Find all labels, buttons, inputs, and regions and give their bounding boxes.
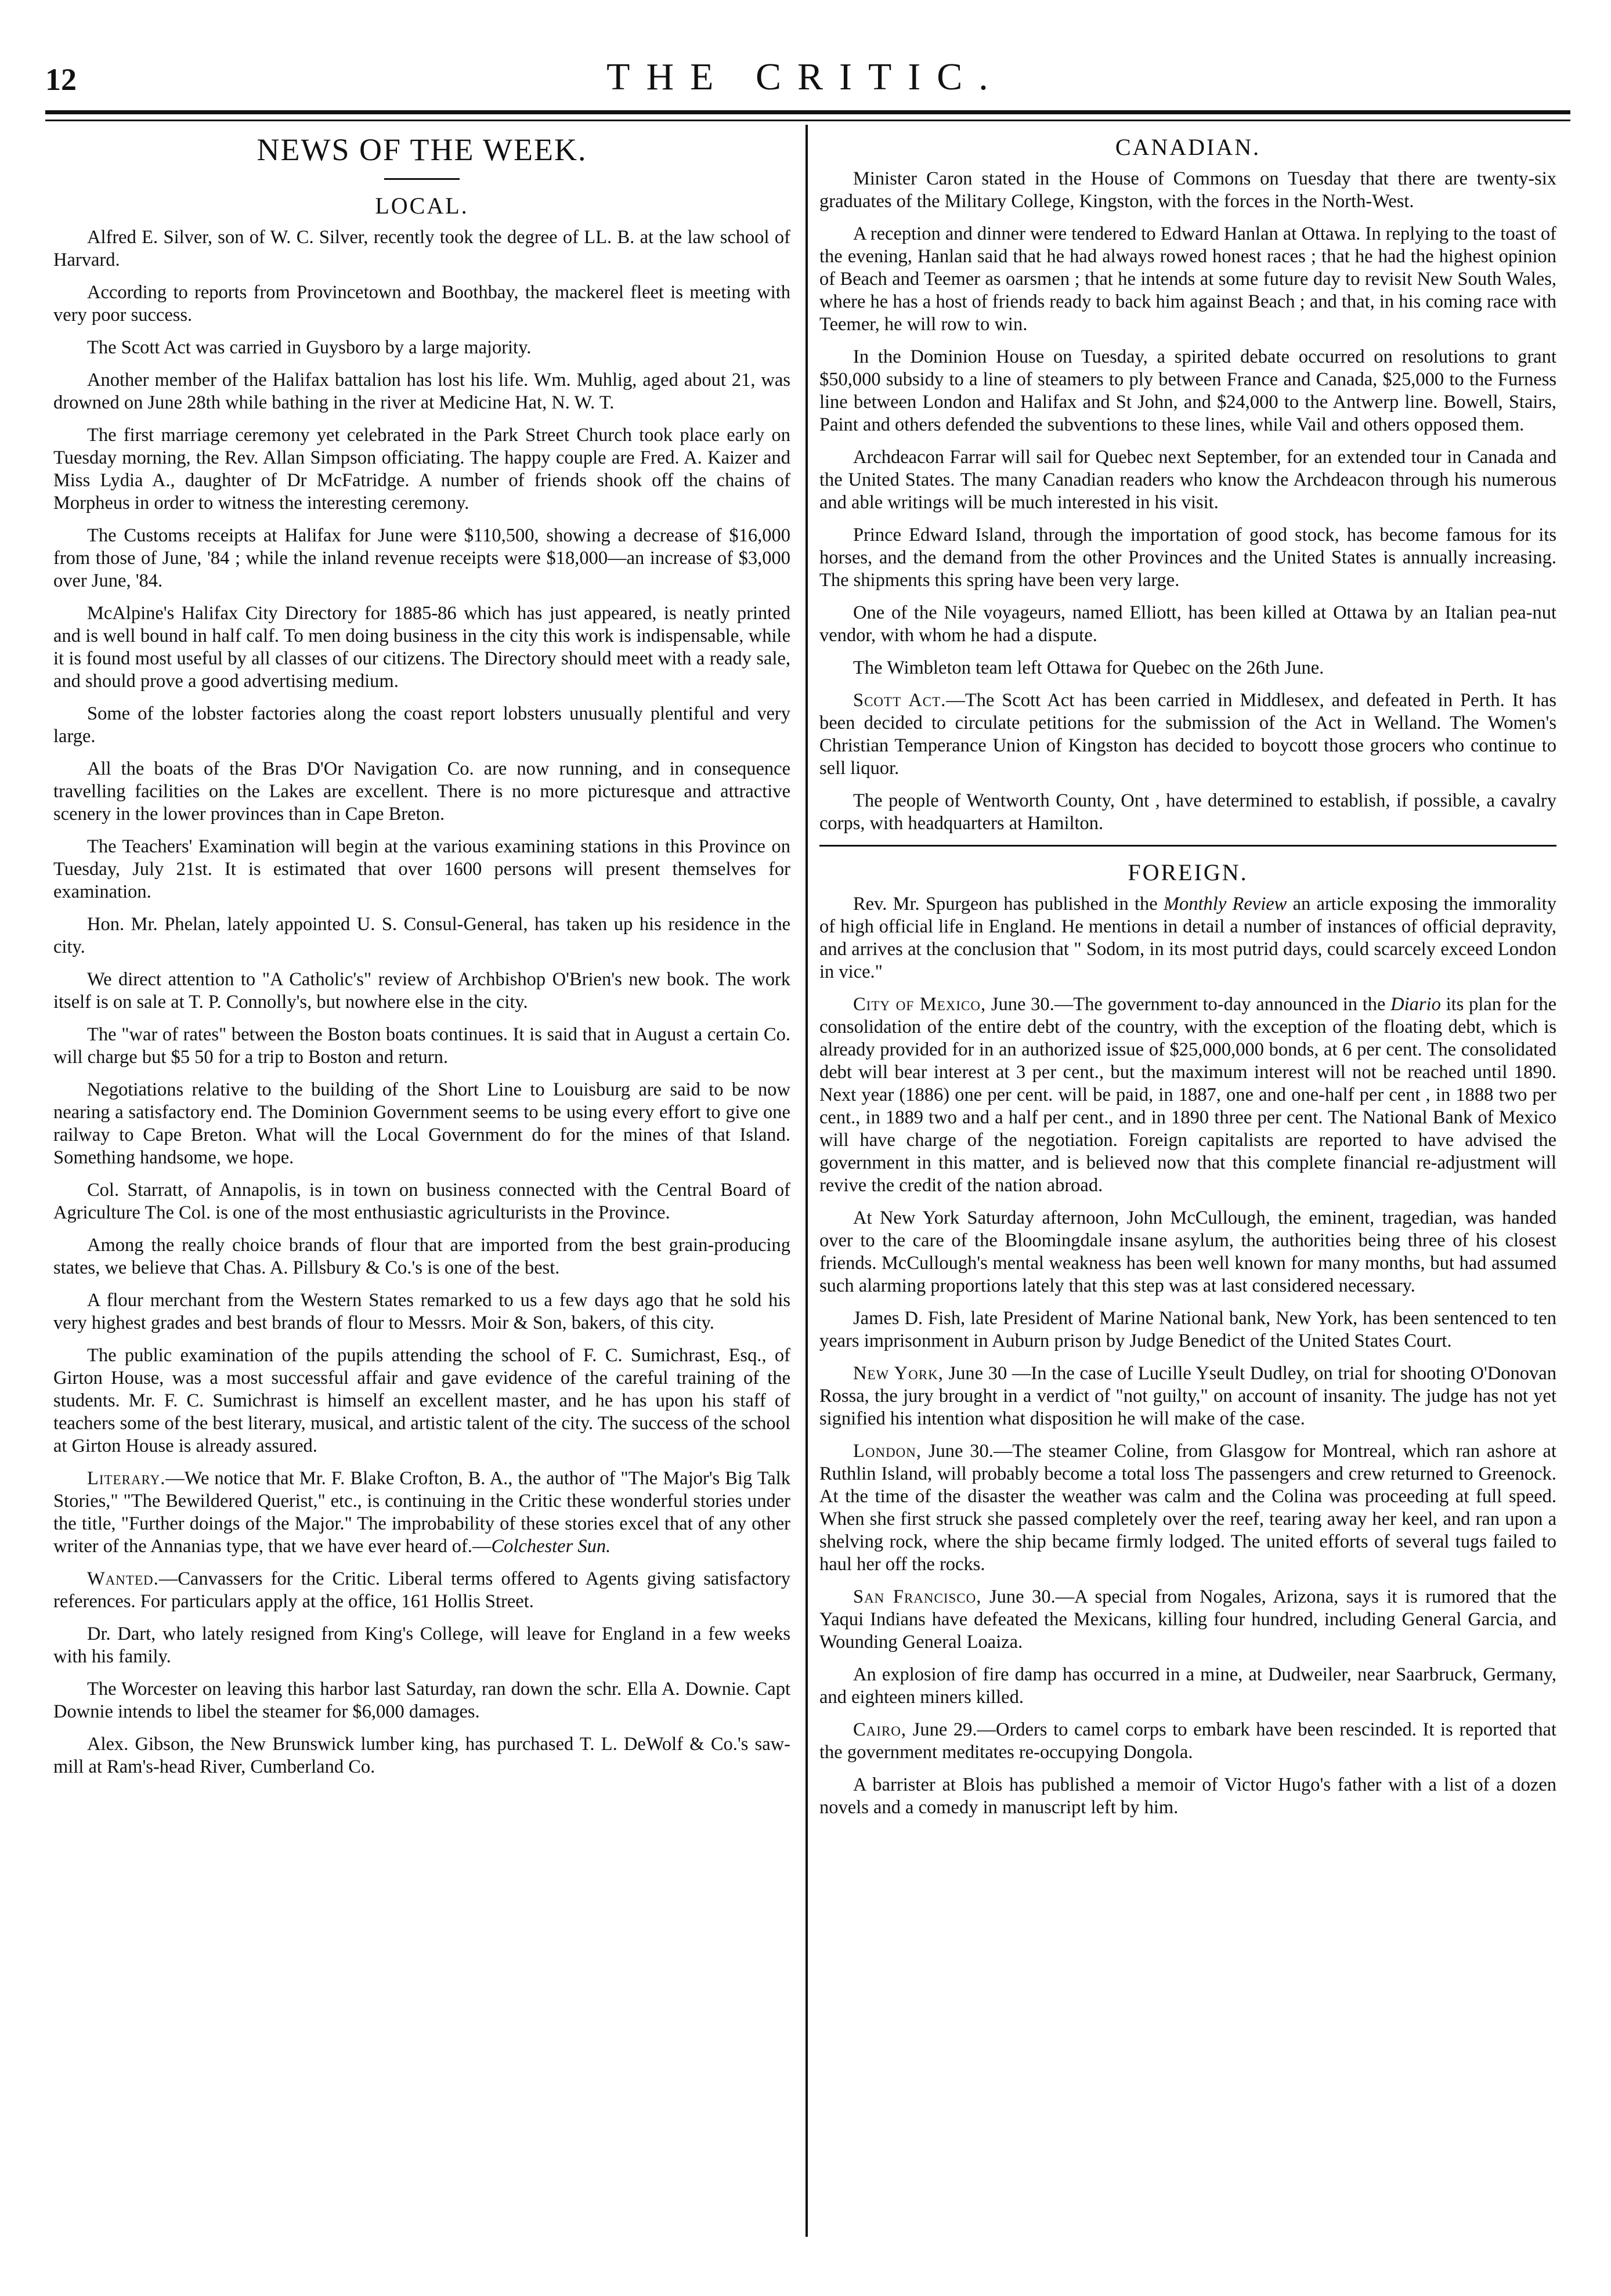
news-item: We direct attention to "A Catholic's" review of Archbishop O'Brien's new book. The work itself is on sale at T. P. Connolly's, but nowhere else in the city. — [53, 968, 790, 1013]
scott-act-item — [819, 689, 1556, 780]
item-text: its plan for the consolidation of the entire debt of the country, with the exception of the floating debt, which is already provided for in an authorized issue of $25,000,000 bonds, at 6 per cent. The consolidated debt will bear interest at 3 per cent., but the maximum interest will not be reached until 1890. Next year (1886) one per cent. will be paid, in 1887, one and one-half per cent , in 1888 two per cent., in 1889 two and a half per cent., and in 1890 three per cent. The National Bank of Mexico will have charge of the negotiation. Foreign capitalists are reported to have advised the government in this matter, and is believed now that this complete financial re-adjustment will revive the credit of the nation abroad. — [819, 994, 1556, 1196]
news-item: Another member of the Halifax battalion has lost his life. Wm. Muhlig, aged about 21, was drowned on June 28th while bathing in the river at Medicine Hat, N. W. T. — [53, 369, 790, 413]
journal-title: Diario — [1390, 994, 1441, 1015]
foreign-section-title: FOREIGN. — [1128, 859, 1248, 885]
news-item: A reception and dinner were tendered to Edward Hanlan at Ottawa. In replying to the toast of the evening, Hanlan said that he had always rowed honest races ; that he had the highest opinion of Beach and Teemer as oarsmen ; that he intends at some future day to revisit New South Wales, where he has a host of friends ready to back him against Beach ; and that, in his coming race with Teemer, he will row to win. — [819, 223, 1557, 335]
news-item: The Scott Act was carried in Guysboro by a large majority. — [87, 337, 532, 358]
news-item: Some of the lobster factories along the coast report lobsters unusually plentiful and very large. — [53, 703, 790, 747]
item-lead: London, — [853, 1441, 922, 1462]
news-item: An explosion of fire damp has occurred in a mine, at Dudweiler, near Saarbruck, Germany, and eighteen miners killed. — [819, 1664, 1556, 1708]
item-text: June 30.—The government to-day announced in the — [986, 994, 1391, 1015]
item-text: an article exposing the immorality of high official life in England. He mentions in detail a number of instances of official depravity, and arrives at the conclusion that " Sodom, in its most putrid days, could scarcely exceed London in vice." — [819, 894, 1556, 982]
column-divider — [806, 125, 808, 2237]
item-lead: Wanted. — [87, 1568, 159, 1589]
cairo-item — [819, 1719, 1556, 1764]
item-text: June 30.—A special from Nogales, Arizona, says it is rumored that the Yaqui Indians have defeated the Mexicans, killing four hundred, including General Garcia, and Wounding General Loaiza. — [819, 1586, 1556, 1653]
news-item: The Worcester on leaving this harbor last Saturday, ran down the schr. Ella A. Downie. Capt Downie intends to libel the steamer for $6,000 damages. — [53, 1678, 790, 1722]
news-item: The public examination of the pupils attending the school of F. C. Sumichrast, Esq., of Girton House, was a most successful affair and gave evidence of the careful training of the students. Mr. F. C. Sumichrast is himself an excellent master, and he has upon his staff of teachers some of the best literary, musical, and artistic talent of the city. The success of the school at Girton House is already assured. — [53, 1344, 790, 1456]
local-section-title: LOCAL. — [375, 192, 469, 219]
section-rule — [819, 845, 1556, 847]
news-item: Archdeacon Farrar will sail for Quebec next September, for an extended tour in Canada and the United States. The many Canadian readers who know the Archdeacon through his numerous and able writings will be much interested in his visit. — [819, 447, 1556, 513]
news-item: Prince Edward Island, through the importation of good stock, has become famous for its horses, and the demand from the other Provinces and the United States is annually increasing. The shipments this spring have been very large. — [819, 525, 1556, 591]
item-lead: Literary. — [87, 1467, 166, 1489]
page-number: 12 — [45, 62, 77, 97]
news-item: A barrister at Blois has published a memoir of Victor Hugo's father with a list of a dozen novels and a comedy in manuscript left by him. — [819, 1774, 1556, 1818]
san-francisco-item — [819, 1586, 1556, 1654]
right-column — [819, 131, 1556, 1829]
news-item: At New York Saturday afternoon, John McCullough, the eminent, tragedian, was handed over to the care of the Bloomingdale insane asylum, the authorities being three of his closest friends. McCullough's mental weakness has been well known for many months, but had assumed such alarming proportions lately that this step was at last considered necessary. — [819, 1207, 1556, 1296]
item-text: —Canvassers for the Critic. Liberal terms offered to Agents giving satisfactory references. For particulars apply at the office, 161 Hollis Street. — [53, 1568, 790, 1612]
item-lead: New York, — [853, 1363, 944, 1384]
item-text: —We notice that Mr. F. Blake Crofton, B. A., the author of "The Major's Big Talk Stories," "The Bewildered Querist," etc., is continuing in the Critic these wonderful stories under the title, "Further doings of the Major." The improbability of these stories excel that of any other writer of the Annanias type, that we have ever heard of.— — [53, 1467, 790, 1557]
news-item: James D. Fish, late President of Marine National bank, New York, has been sentenced to ten years imprisonment in Auburn prison by Judge Benedict of the United States Court. — [819, 1308, 1556, 1351]
item-text: Rev. Mr. Spurgeon has published in the — [853, 894, 1164, 914]
news-item: All the boats of the Bras D'Or Navigation Co. are now running, and in consequence travelling facilities on the Lakes are excellent. There is no more picturesque and attractive scenery in the lower provinces than in Cape Breton. — [53, 758, 790, 825]
item-text: June 30.—The steamer Coline, from Glasgow for Montreal, which ran ashore at Ruthlin Island, will probably become a total loss The passengers and crew returned to Greenock. At the time of the disaster the weather was calm and the Colina was proceeding at full speed. When she first struck she passed completely over the reef, tearing away her keel, and ran upon a shelving rock, where the ship became firmly lodged. The united efforts of several tugs failed to haul her off the rocks. — [819, 1441, 1556, 1575]
news-item: In the Dominion House on Tuesday, a spirited debate occurred on resolutions to grant $50,000 subsidy to a line of steamers to ply between France and Canada, $25,000 to the Furness line between London and Halifax and St John, and $24,000 to the Antwerp line. Bowell, Stairs, Paint and others defended the subventions to these lines, while Vail and others opposed them. — [819, 346, 1556, 435]
item-lead: Cairo, — [853, 1719, 907, 1740]
canadian-section-title: CANADIAN. — [1115, 134, 1261, 160]
news-item: Negotiations relative to the building of the Short Line to Louisburg are said to be now nearing a satisfactory end. The Dominion Government seems to be using every effort to give one railway to Cape Breton. What will the Local Government do for the mines of that Island. Something handsome, we hope. — [53, 1079, 790, 1168]
literary-item — [53, 1467, 790, 1558]
item-text: June 29.—Orders to camel corps to embark have been rescinded. It is reported that the government meditates re-occupying Dongola. — [819, 1719, 1556, 1763]
item-lead: Scott Act. — [853, 690, 947, 711]
news-item: Minister Caron stated in the House of Commons on Tuesday that there are twenty-six graduates of the Military College, Kingston, with the forces in the North-West. — [819, 168, 1556, 212]
london-item — [819, 1440, 1556, 1576]
news-item: The first marriage ceremony yet celebrated in the Park Street Church took place early on Tuesday morning, the Rev. Allan Simpson officiating. The happy couple are Fred. A. Kaizer and Miss Lydia A., daughter of Dr McFatridge. A number of friends shook off the chains of Morpheus in order to witness the interesting ceremony. — [53, 424, 790, 514]
spurgeon-item — [819, 893, 1556, 984]
masthead-rule-thick — [45, 110, 1570, 114]
news-item: Alfred E. Silver, son of W. C. Silver, recently took the degree of LL. B. at the law school of Harvard. — [53, 226, 790, 270]
news-item: The Teachers' Examination will begin at the various examining stations in this Province on Tuesday, July 21st. It is estimated that over 1600 persons will present themselves for examination. — [53, 836, 790, 902]
item-text: —The Scott Act has been carried in Middlesex, and defeated in Perth. It has been decided to circulate petitions for the submission of the Act in Welland. The Women's Christian Temperance Union of Kingston has decided to boycott those grocers who continue to sell liquor. — [819, 690, 1556, 779]
news-of-the-week-heading: NEWS OF THE WEEK. — [257, 132, 587, 167]
left-column — [53, 131, 790, 1788]
news-item: The Wimbleton team left Ottawa for Quebec on the 26th June. — [853, 657, 1324, 678]
masthead-rule-thin — [45, 120, 1570, 121]
news-item: The Customs receipts at Halifax for June were $110,500, showing a decrease of $16,000 from those of June, '84 ; while the inland revenue receipts were $18,000—an increase of $3,000 over June, '84. — [53, 525, 790, 591]
news-item: Among the really choice brands of flour that are imported from the best grain-producing states, we believe that Chas. A. Pillsbury & Co.'s is one of the best. — [53, 1234, 790, 1278]
new-york-item — [819, 1362, 1556, 1430]
news-item: Col. Starratt, of Annapolis, is in town on business connected with the Central Board of Agriculture The Col. is one of the most enthusiastic agriculturists in the Province. — [53, 1179, 790, 1223]
news-item: Hon. Mr. Phelan, lately appointed U. S. Consul-General, has taken up his residence in the city. — [53, 913, 790, 957]
journal-title: Monthly Review — [1163, 894, 1287, 914]
news-item: Alex. Gibson, the New Brunswick lumber king, has purchased T. L. DeWolf & Co.'s saw-mill at Ram's-head River, Cumberland Co. — [53, 1733, 790, 1777]
item-lead: City of Mexico, — [853, 994, 987, 1015]
newspaper-title: THE CRITIC. — [606, 56, 1005, 98]
wanted-item — [53, 1568, 790, 1613]
news-item: Dr. Dart, who lately resigned from King's College, will leave for England in a few weeks with his family. — [53, 1623, 790, 1667]
news-item: A flour merchant from the Western States remarked to us a few days ago that he sold his very highest grades and best brands of flour to Messrs. Moir & Son, bakers, of this city. — [53, 1289, 790, 1333]
item-lead: San Francisco, — [853, 1586, 982, 1607]
news-item: One of the Nile voyageurs, named Elliott, has been killed at Ottawa by an Italian pea-nut vendor, with whom he had a dispute. — [819, 602, 1556, 646]
item-text: June 30 —In the case of Lucille Yseult Dudley, on trial for shooting O'Donovan Rossa, the jury brought in a verdict of "not guilty," on account of insanity. The judge has not yet signified his intention what disposition he will make of the case. — [819, 1363, 1556, 1429]
item-source: Colchester Sun. — [491, 1535, 611, 1557]
news-item: According to reports from Provincetown and Boothbay, the mackerel fleet is meeting with very poor success. — [53, 281, 790, 326]
mexico-item — [819, 993, 1556, 1197]
masthead — [0, 0, 1611, 133]
news-item: McAlpine's Halifax City Directory for 1885-86 which has just appeared, is neatly printed and is well bound in half calf. To men doing business in the city this work is indispensable, while it is found most useful by all classes of our citizens. The Directory should meet with a ready sale, and should prove a good advertising medium. — [53, 602, 790, 692]
heading-rule — [384, 178, 460, 180]
news-item: The "war of rates" between the Boston boats continues. It is said that in August a certain Co. will charge but $5 50 for a trip to Boston and return. — [53, 1024, 790, 1068]
news-item: The people of Wentworth County, Ont , have determined to establish, if possible, a cavalry corps, with headquarters at Hamilton. — [819, 790, 1556, 834]
